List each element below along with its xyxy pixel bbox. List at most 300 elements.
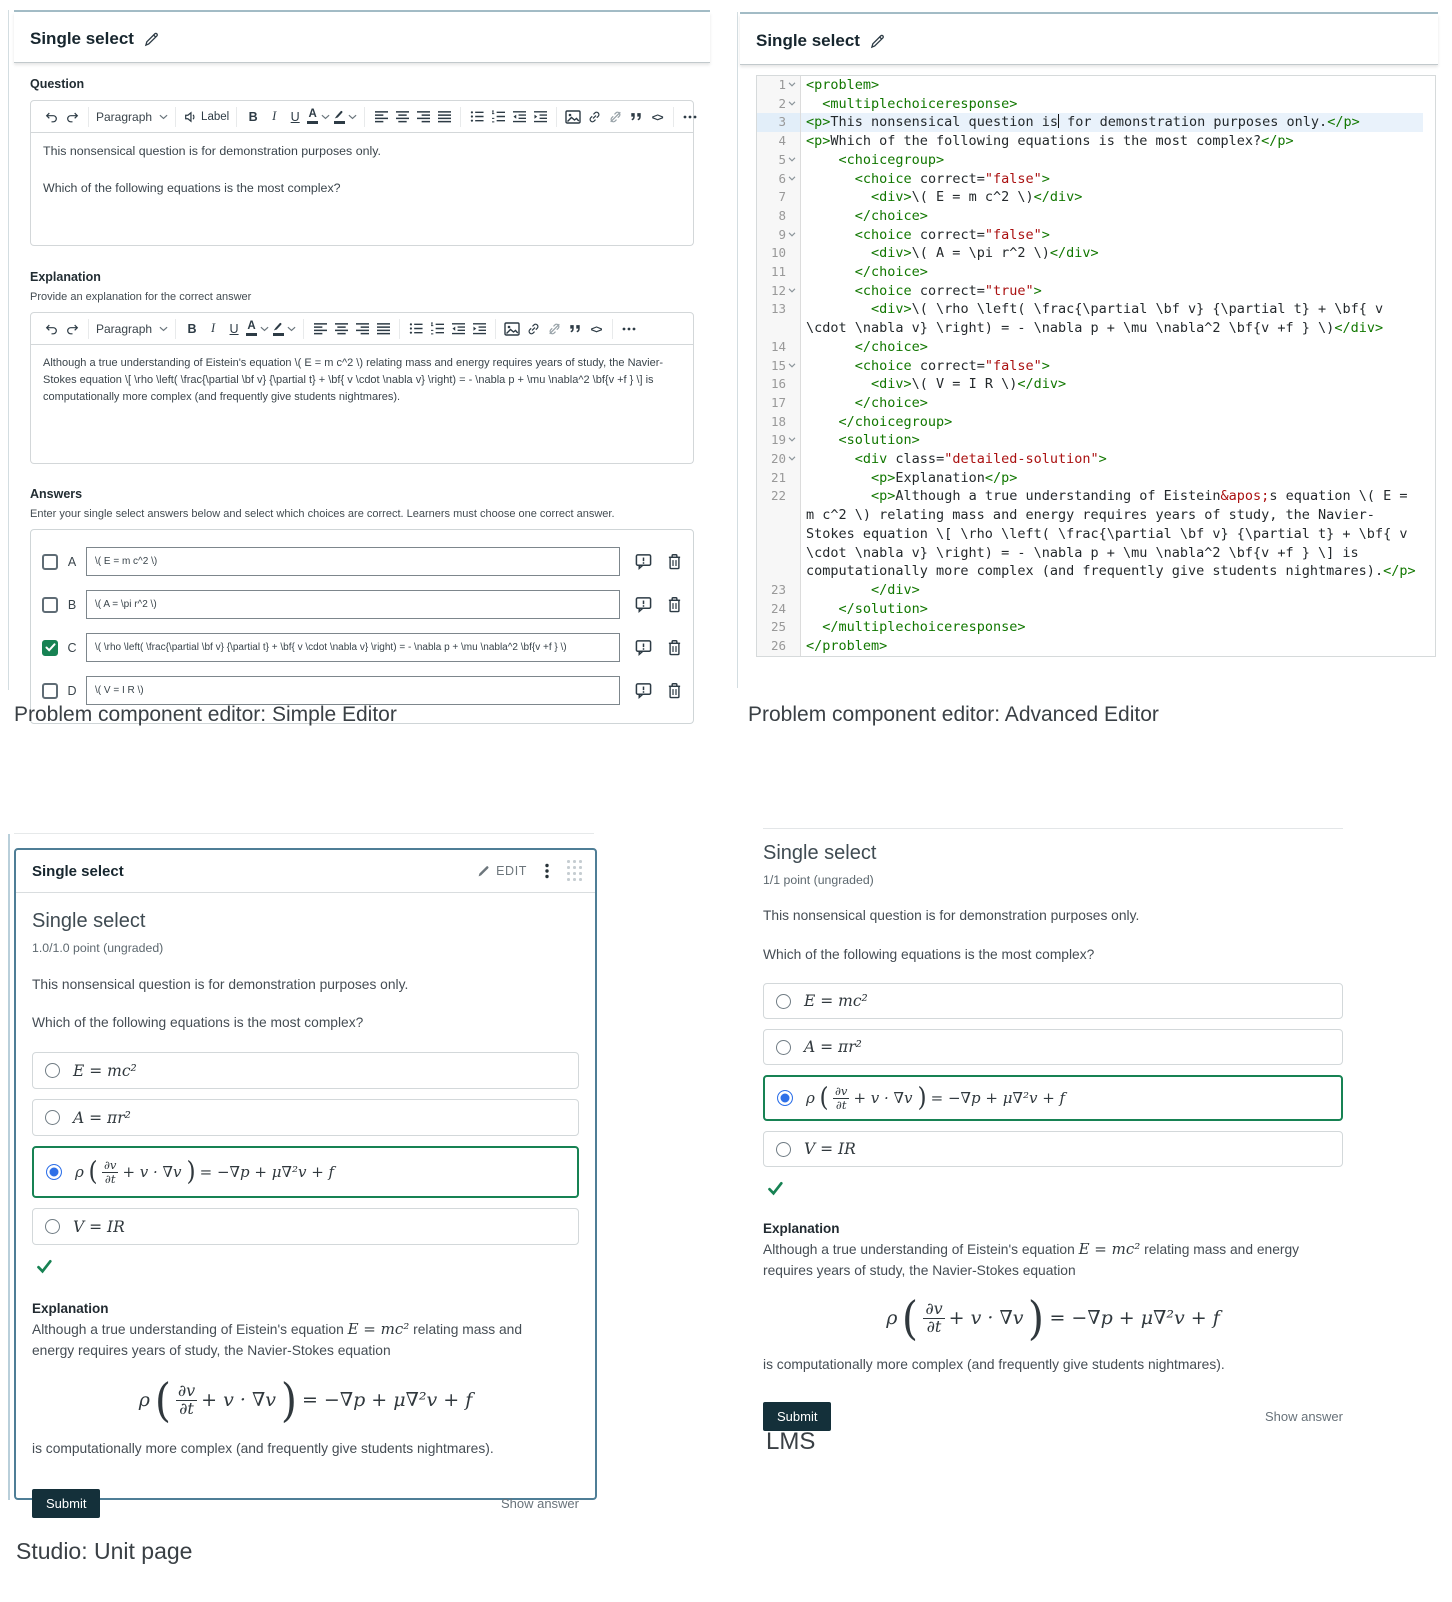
line-number: 13 [770,301,786,317]
code-line-25[interactable]: 25 </multiplechoiceresponse> [757,618,1435,637]
navier-stokes-equation: ρ ( $\frac{\partial v}{\partial t}$ + v · ∇v ) = −∇p + μ∇²v + f [75,1157,335,1187]
code-line-15[interactable]: 15 <choice correct="false"> [757,357,1435,376]
rho-symbol: ρ [806,1089,815,1107]
line-number: 8 [778,207,786,223]
outdent-button[interactable] [510,106,528,128]
answers-container [30,529,694,724]
image-icon [565,110,581,124]
edit-button-label: EDIT [496,864,527,878]
bullet-list-button[interactable] [407,318,425,340]
explanation-tail: is computationally more complex (and frequently give students nightmares). [32,1441,494,1457]
points-status: 1.0/1.0 point (ungraded) [32,941,164,955]
caption-advanced-editor: Problem component editor: Advanced Editor [748,703,1159,726]
edit-title-icon[interactable] [144,32,159,47]
answer-checkbox-A[interactable] [42,554,58,570]
drag-handle-icon[interactable] [567,860,583,882]
bold-button[interactable]: B [248,109,258,124]
points-status: 1/1 point (ungraded) [763,873,874,887]
fold-spacer [786,581,798,587]
fold-spacer [786,113,798,119]
code-line-5[interactable]: 5 <choicegroup> [757,151,1435,170]
more-icon [622,327,636,331]
undo-icon [44,322,59,336]
advanced-editor-header [740,14,1438,65]
advanced-editor-panel [740,12,1438,657]
underline-button[interactable]: U [229,321,239,336]
bold-button[interactable]: B [187,321,197,336]
feedback-icon[interactable] [635,553,652,570]
lms-choice-option-3[interactable] [763,1075,1343,1121]
studio-component-card [14,848,597,1512]
explanation-paragraph [763,1239,1323,1281]
submit-button[interactable]: Submit [32,1489,100,1518]
more-icon [683,115,697,119]
studio-choice-option-3[interactable] [32,1146,579,1198]
toolbar-group [35,107,89,127]
code-line-6[interactable]: 6 <choice correct="false"> [757,170,1435,189]
inline-emc-equation: E = mc² [1078,1240,1141,1258]
choice-math-text: A = πr² [73,1108,131,1127]
explanation-paragraph [32,1319,562,1361]
choice-group [32,1052,579,1245]
navier-stokes-equation: ρ ( $\frac{\partial v}{\partial t}$ + v · ∇v ) = −∇p + μ∇²v + f [138,1373,473,1428]
unlink-button[interactable] [606,106,624,128]
line-number: 18 [770,413,786,429]
code-line-10[interactable]: 10 <div>\( A = \pi r^2 \)</div> [757,244,1435,263]
simple-editor-panel [14,10,710,724]
line-number: 24 [770,600,786,616]
studio-choice-option-4[interactable] [32,1208,579,1245]
line-number: 23 [770,581,786,597]
radio-unselected[interactable] [776,994,791,1009]
answers-section-label: Answers [30,487,83,501]
code-line-17[interactable]: 17 </choice> [757,394,1435,413]
text-color-icon: A [307,109,318,125]
fold-arrow-icon[interactable] [786,282,798,293]
answer-row-C [42,633,682,662]
answer-input-B[interactable]: \( A = \pi r^2 \) [86,590,620,619]
code-line-14[interactable]: 14 </choice> [757,338,1435,357]
toolbar-group [304,319,400,339]
inline-emc-equation: E = mc² [347,1320,410,1338]
caption-lms: LMS [766,1428,816,1455]
line-number: 9 [778,226,786,242]
code-button[interactable] [587,318,605,340]
feedback-icon[interactable] [635,639,652,656]
fold-spacer [786,338,798,344]
code-line-12[interactable]: 12 <choice correct="true"> [757,282,1435,301]
line-number: 26 [770,638,786,654]
radio-selected[interactable] [46,1164,62,1180]
fold-arrow-icon[interactable] [786,450,798,461]
highlight-button[interactable] [333,106,357,128]
fold-spacer [786,263,798,269]
problem-title: Single select [763,842,877,864]
simple-editor-header [14,12,710,63]
feedback-icon[interactable] [635,682,652,699]
answer-checkbox-C[interactable] [42,640,58,656]
component-title: Single select [32,862,124,880]
answer-input-A[interactable]: \( E = m c^2 \) [86,547,620,576]
redo-button[interactable] [63,318,81,340]
code-line-2[interactable]: 2 <multiplechoiceresponse> [757,95,1435,114]
link-button[interactable] [585,106,603,128]
edit-button[interactable] [477,864,527,878]
code-line-1[interactable]: 1 <problem> [757,76,1435,95]
code-line-18[interactable]: 18 </choicegroup> [757,413,1435,432]
align-justify-icon [437,110,452,123]
explanation-label: Explanation [763,1221,840,1236]
choice-math-text: A = πr² [804,1038,862,1056]
line-number: 21 [770,469,786,485]
toolbar-group [35,319,89,339]
line-number: 5 [778,151,786,167]
code-line-3[interactable]: 3 <p>This nonsensical question is for demonstration purposes only.</p> [757,113,1435,132]
undo-button[interactable] [42,318,60,340]
radio-unselected[interactable] [45,1110,60,1125]
explanation-toolbar [30,312,694,345]
equation-rhs: = −∇p + μ∇²v + f [1049,1307,1220,1330]
align-justify-button[interactable] [435,106,453,128]
image-icon [504,322,520,336]
bullet-list-icon [470,110,485,123]
explanation-text-post: relating mass and energy requires years of study, the Navier-Stokes equation [32,1322,523,1358]
show-answer-button[interactable]: Show answer [500,1496,579,1512]
correct-check-icon [36,1259,53,1274]
explanation-tail: is computationally more complex (and frequently give students nightmares). [763,1357,1225,1373]
code-line-22[interactable]: 22 <p>Although a true understanding of Eistein&apos;s equation \( E = m c^2 \) relating mass and energy requires years of study, the Navier-Stokes equation \[ \rho \left( \frac{\partial \bf v} {\partial t} + \bf{ v \cdot \nabla v} \right) = - \nabla p + \mu \nabla^2 \bf{v +f } \] is computationally more complex (and frequently give students nightmares).</p> [757,487,1435,581]
delete-icon[interactable] [667,553,682,570]
question-text-2: Which of the following equations is the most complex? [43,180,341,195]
delete-icon[interactable] [667,682,682,699]
xml-code-editor[interactable] [756,75,1436,657]
answer-row-B [42,590,682,619]
problem-intro: This nonsensical question is for demonstration purposes only. [763,908,1140,923]
align-left-button[interactable] [372,106,390,128]
highlight-button[interactable] [272,318,296,340]
toolbar-group [461,107,557,127]
unlink-button[interactable] [545,318,563,340]
underline-button[interactable]: U [290,109,300,124]
align-center-icon [334,322,349,335]
align-center-button[interactable] [332,318,350,340]
toolbar-group [674,107,706,127]
fold-spacer [786,600,798,606]
line-number: 17 [770,394,786,410]
align-justify-button[interactable] [374,318,392,340]
link-button[interactable] [524,318,542,340]
explanation-editor-area[interactable] [30,345,694,464]
text-color-icon: A [246,321,257,337]
caption-simple-editor: Problem component editor: Simple Editor [14,703,397,726]
align-left-icon [313,322,328,335]
bullet-list-button[interactable] [468,106,486,128]
paragraph-button[interactable] [96,318,168,340]
quote-button[interactable] [566,318,584,340]
radio-selected[interactable] [777,1090,793,1106]
fold-arrow-icon[interactable] [786,76,798,87]
answer-letter: C [67,640,77,655]
rho-symbol: ρ [75,1163,84,1181]
link-icon [587,110,602,124]
outdent-icon [512,110,527,123]
fold-spacer [786,132,798,138]
code-line-20[interactable]: 20 <div class="detailed-solution"> [757,450,1435,469]
more-button[interactable] [620,318,638,340]
caption-studio: Studio: Unit page [16,1538,193,1564]
code-line-4[interactable]: 4 <p>Which of the following equations is the most complex?</p> [757,132,1435,151]
fold-arrow-icon[interactable] [786,357,798,368]
toolbar-group [365,107,461,127]
explanation-text-post: relating mass and energy requires years of study, the Navier-Stokes equation [763,1242,1300,1278]
code-button[interactable] [648,106,666,128]
convective-term: + v · ∇v [853,1089,913,1107]
highlight-color-icon [333,110,345,124]
radio-unselected[interactable] [45,1219,60,1234]
explanation-label: Explanation [32,1301,109,1316]
explanation-raw-text: Although a true understanding of Eistein's equation \( E = m c^2 \) relating mass and energy requires years of study, the Navier-Stokes equation \[ \rho \left( \frac{\partial \bf v} {\partial t} + \bf{ v \cdot \nabla v} \right) = - \nabla p + \mu \nabla^2 \bf{v +f } \] is computationally more complex (and frequently give students nightmares). [43,357,664,404]
text-color-button[interactable] [246,318,269,340]
lms-choice-option-1[interactable] [763,983,1343,1019]
unlink-icon [547,322,562,336]
align-right-icon [355,322,370,335]
fold-spacer [786,487,798,493]
code-line-16[interactable]: 16 <div>\( V = I R \)</div> [757,375,1435,394]
undo-icon [44,110,59,124]
choice-group [763,983,1343,1167]
numbered-list-button[interactable] [489,106,507,128]
numbered-list-button[interactable] [428,318,446,340]
delete-icon[interactable] [667,596,682,613]
unlink-icon [608,110,623,124]
fold-spacer [786,469,798,475]
line-number: 1 [778,77,786,92]
quote-icon [568,323,582,335]
italic-button[interactable]: I [272,109,277,123]
code-line-9[interactable]: 9 <choice correct="false"> [757,226,1435,245]
equation-rhs: = −∇p + μ∇²v + f [199,1163,335,1181]
image-button[interactable] [564,106,582,128]
answer-input-C[interactable]: \( \rho \left( \frac{\partial \bf v} {\partial t} + \bf{ v \cdot \nabla v} \right) = - \nabla p + \mu \nabla^2 \bf{v +f } \) [86,633,620,662]
indent-icon [472,322,487,335]
redo-button[interactable] [63,106,81,128]
toolbar-group [613,319,645,339]
answer-input-D[interactable]: \( V = I R \) [86,676,620,705]
line-number: 20 [770,451,786,467]
navier-stokes-equation: ρ ( $\frac{\partial v}{\partial t}$ + v · ∇v ) = −∇p + μ∇²v + f [886,1291,1220,1346]
line-number: 2 [778,95,786,111]
code-line-7[interactable]: 7 <div>\( E = m c^2 \)</div> [757,188,1435,207]
highlight-color-icon [272,322,284,336]
page-title: Single select [30,29,134,48]
toolbar-group [89,107,176,127]
choice-math-text: E = mc² [73,1061,137,1080]
outdent-button[interactable] [449,318,467,340]
delete-icon[interactable] [667,639,682,656]
studio-choice-option-1[interactable] [32,1052,579,1089]
answer-row-A [42,547,682,576]
label-button[interactable] [183,106,229,128]
show-answer-button[interactable]: Show answer [1264,1409,1343,1425]
fold-spacer [786,394,798,400]
convective-term: + v · ∇v [122,1163,182,1181]
question-section-label: Question [30,77,85,91]
correct-check-icon [767,1181,784,1196]
image-button[interactable] [503,318,521,340]
equation-rhs: = −∇p + μ∇²v + f [301,1389,473,1412]
align-right-icon [416,110,431,123]
numbered-list-icon [430,322,445,335]
convective-term: + v · ∇v [201,1389,276,1412]
line-number: 12 [770,282,786,298]
question-editor-area[interactable] [30,133,694,246]
more-button[interactable] [681,106,699,128]
indent-button[interactable] [470,318,488,340]
fold-spacer [786,413,798,419]
text-color-button[interactable] [307,106,330,128]
toolbar-group [496,319,613,339]
time-derivative-fraction: $\frac{\partial v}{\partial t}$ [103,1158,117,1186]
toolbar-group [400,319,496,339]
fold-spacer [786,300,798,306]
code-line-24[interactable]: 24 </solution> [757,600,1435,619]
left-page-edge [8,10,9,690]
numbered-list-icon [491,110,506,123]
edit-title-icon[interactable] [870,34,885,49]
fold-arrow-icon[interactable] [786,170,798,181]
label-icon [183,110,198,124]
align-center-icon [395,110,410,123]
code-icon: <> [590,323,602,336]
time-derivative-fraction: $\frac{\partial v}{\partial t}$ [834,1084,848,1112]
indent-button[interactable] [531,106,549,128]
problem-question: Which of the following equations is the most complex? [763,947,1095,962]
fold-arrow-icon[interactable] [786,95,798,106]
lms-choice-option-4[interactable] [763,1131,1343,1167]
label-button-text: Label [201,110,230,123]
align-center-button[interactable] [393,106,411,128]
rho-symbol: ρ [138,1389,150,1412]
page-title: Single select [756,31,860,50]
explanation-text-pre: Although a true understanding of Eistein's equation [763,1242,1079,1257]
fold-arrow-icon[interactable] [786,226,798,237]
line-number: 3 [778,114,786,130]
redo-icon [65,110,80,124]
question-text-1: This nonsensical question is for demonstration purposes only. [43,144,381,158]
studio-top-rule [14,833,594,834]
time-derivative-fraction: $\frac{\partial v}{\partial t}$ [177,1380,196,1418]
time-derivative-fraction: $\frac{\partial v}{\partial t}$ [925,1298,943,1336]
align-left-icon [374,110,389,123]
fold-spacer [786,207,798,213]
lms-choice-option-2[interactable] [763,1029,1343,1065]
code-icon: <> [651,111,663,124]
display-equation [763,1291,1343,1346]
kebab-menu-icon[interactable] [545,863,549,879]
fold-arrow-icon[interactable] [786,151,798,162]
convective-term: + v · ∇v [948,1307,1024,1330]
problem-intro: This nonsensical question is for demonstration purposes only. [32,977,409,992]
toolbar-group [176,107,237,127]
explanation-text-pre: Although a true understanding of Eistein's equation [32,1322,348,1337]
indent-icon [533,110,548,123]
line-number: 6 [778,170,786,186]
fold-arrow-icon[interactable] [786,431,798,442]
choice-math-text: V = IR [73,1217,125,1236]
align-right-button[interactable] [414,106,432,128]
toolbar-group [89,319,176,339]
code-line-11[interactable]: 11 </choice> [757,263,1435,282]
answer-checkbox-B[interactable] [42,597,58,613]
answers-hint: Enter your single select answers below and select which choices are correct. Learners must choose one correct answer. [30,508,615,520]
choice-math-text: V = IR [804,1140,856,1158]
toolbar-group [557,107,674,127]
answer-letter: D [67,683,77,698]
code-line-8[interactable]: 8 </choice> [757,207,1435,226]
question-toolbar [30,100,694,133]
answer-letter: B [67,597,77,612]
navier-stokes-equation: ρ ( $\frac{\partial v}{\partial t}$ + v · ∇v ) = −∇p + μ∇²v + f [806,1083,1066,1113]
line-number: 14 [770,338,786,354]
radio-unselected[interactable] [776,1142,791,1157]
redo-icon [65,322,80,336]
feedback-icon[interactable] [635,596,652,613]
bullet-list-icon [409,322,424,335]
undo-button[interactable] [42,106,60,128]
align-justify-icon [376,322,391,335]
line-number: 22 [770,488,786,504]
right-page-edge [737,12,738,688]
code-line-26[interactable]: 26 </problem> [757,637,1435,656]
studio-choice-option-2[interactable] [32,1099,579,1136]
line-number: 11 [770,264,786,280]
code-line-23[interactable]: 23 </div> [757,581,1435,600]
code-line-21[interactable]: 21 <p>Explanation</p> [757,469,1435,488]
toolbar-group [237,107,365,127]
quote-button[interactable] [627,106,645,128]
line-number: 19 [770,432,786,448]
link-icon [526,322,541,336]
explanation-hint: Provide an explanation for the correct answer [30,291,252,303]
lms-panel [763,828,1343,1431]
outdent-icon [451,322,466,335]
toolbar-group [176,319,304,339]
line-number: 16 [770,376,786,392]
paragraph-select-label: Paragraph [96,109,153,124]
line-number: 15 [770,357,786,373]
line-number: 4 [778,133,786,149]
display-equation [32,1373,579,1428]
paragraph-select-label: Paragraph [96,321,153,336]
fold-spacer [786,637,798,643]
problem-title: Single select [32,910,146,932]
code-line-13[interactable]: 13 <div>\( \rho \left( \frac{\partial \bf v} {\partial t} + \bf{ v \cdot \nabla v} \right) = - \nabla p + \mu \nabla^2 \bf{v +f } \)</div> [757,300,1435,337]
answer-checkbox-D[interactable] [42,683,58,699]
code-line-19[interactable]: 19 <solution> [757,431,1435,450]
radio-unselected[interactable] [776,1040,791,1055]
italic-button[interactable]: I [210,321,216,335]
fold-spacer [786,188,798,194]
align-right-button[interactable] [353,318,371,340]
submit-button[interactable]: Submit [763,1402,831,1431]
radio-unselected[interactable] [45,1063,60,1078]
equation-rhs: = −∇p + μ∇²v + f [930,1089,1066,1107]
paragraph-button[interactable] [96,106,168,128]
align-left-button[interactable] [311,318,329,340]
problem-question: Which of the following equations is the most complex? [32,1015,364,1030]
explanation-section-label: Explanation [30,270,101,284]
fold-spacer [786,244,798,250]
